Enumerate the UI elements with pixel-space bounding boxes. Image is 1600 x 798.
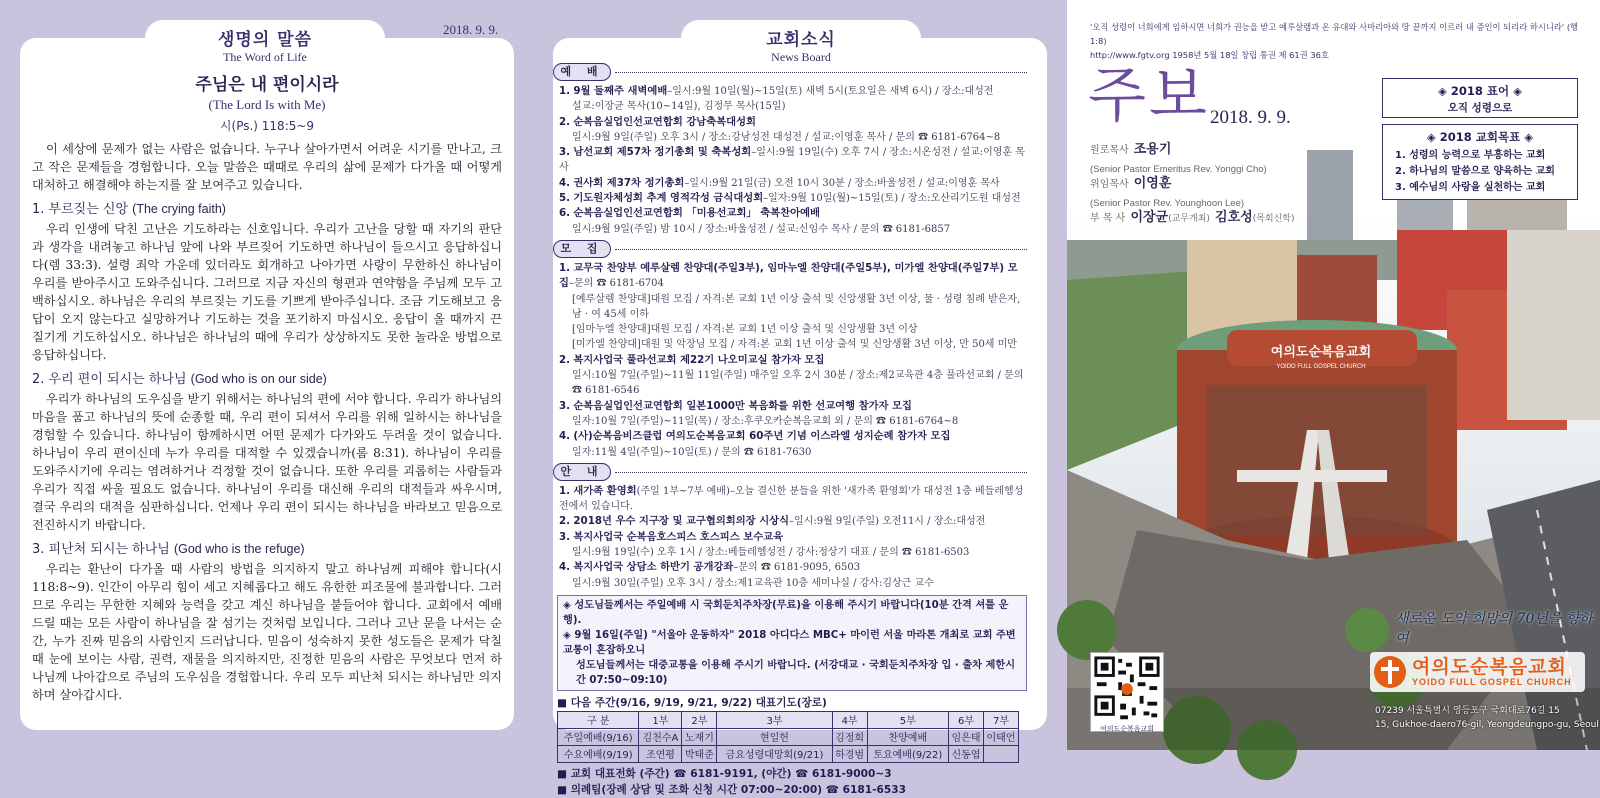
item-heading: 권사회 제37차 정기총회: [573, 176, 685, 189]
item-heading: 교무국 찬양부 예루살렘 찬양대(주일3부), 임마누엘 찬양대(주일5부), 미가엘 찬양대(주일7부) 모집: [559, 261, 1018, 290]
section-heading-en: (The crying faith): [132, 202, 226, 216]
assoc-role: 부 목 사: [1090, 213, 1126, 224]
item-number: 3.: [559, 146, 571, 159]
building-sign: 여의도순복음교회: [1270, 345, 1372, 360]
prayer-cell: 김천수A: [639, 728, 682, 745]
item-heading: 기도원자체성회 추계 영적각성 금식대성회: [573, 192, 764, 205]
section-pill: 예 배: [553, 63, 611, 81]
word-tab-subtitle: The Word of Life: [223, 50, 307, 64]
prayer-header-cell: 구 분: [558, 711, 639, 728]
prayer-header-cell: 6부: [949, 711, 984, 728]
prayer-header-cell: 2부: [682, 711, 717, 728]
news-item: [559, 191, 1027, 206]
anniversary-slogan: 새로운 도약 희망의 70년을 향하여: [1395, 611, 1593, 647]
item-detail: –일시:9월 19일(수) 오후 7시 / 장소:시온성전 / 설교:이영훈 목사: [559, 147, 1025, 174]
section-heading-en: (God who is on our side): [190, 372, 327, 386]
news-sections: [553, 63, 1027, 591]
pastor-name: 조용기: [1133, 142, 1172, 157]
sermon-body: [32, 140, 502, 704]
sermon-section-body: 우리가 하나님의 도우심을 받기 위해서는 하나님의 편에 서야 합니다. 우리가 하나님의 마음을 품고 하나님의 뜻에 순종할 때, 우리 편이 되셔서 우리를 위해 일하시는 하나님을 경험할 수 있습니다. 하나님이 함께하시면 어떤 문제가 다가와도 두려울 것이 없습니다. 하나님이 우리 편이신데 누가 우리를 대적할 수 있겠습니까(롬 8:31). 하나님이 우리를 도와주시기에 우리는 염려하거나 걱정할 것이 없습니다. 또한 우리를 괴롭히는 사람들과 우리가 직접 싸울 필요도 없습니다. 하나님이 우리를 대신해 우리의 대적들과 싸우시며, 결국 우리의 대적을 심판하십니다. 언제나 우리 편이 되시는 하나님을 바라보고 믿음으로 전진하시기 바랍니다.: [32, 392, 502, 532]
prayer-cell: [983, 745, 1018, 762]
news-board-tab: [681, 20, 921, 64]
item-number: 3.: [559, 399, 571, 412]
news-item-sub: 일시:10월 7일(주일)~11월 11일(주일) 매주일 오후 2시 30분 / 장소:제2교육관 4층 풀라선교회 / 문의 ☎ 6181-6546: [572, 370, 1024, 397]
item-heading: 순복음실업인선교연합회 일본1000만 복음화를 위한 선교여행 참가자 모집: [573, 399, 912, 412]
verse-text: '오직 성령이 너희에게 임하시면 너희가 권능을 받고 예루살렘과 온 유대와 사마리아와 땅 끝까지 이르러 내 증인이 되리라 하시니라' (행 1:8): [1090, 22, 1579, 46]
prayer-header-cell: 7부: [983, 711, 1018, 728]
item-detail: –일시:9월 9일(주일) 오전11시 / 장소:대성전: [789, 516, 986, 528]
news-content: [553, 60, 1027, 798]
qr-caption: 여의도순복음교회: [1099, 725, 1155, 733]
notice-line: 성도님들께서는 대중교통을 이용해 주시기 바랍니다. (서강대교 · 국회둔치주차장 입 · 출차 제한시간 07:50~09:10): [576, 659, 1016, 686]
notice-line: ◈ 성도님들께서는 주일예배 시 국회둔치주차장(무료)을 이용해 주시기 바랍니다(10분 간격 셔틀 운행).: [563, 599, 1009, 626]
address-ko: 07239 서울특별시 영등포구 국회대로76길 15: [1375, 706, 1560, 716]
goal-item: 2. 하나님의 말씀으로 양육하는 교회: [1395, 166, 1555, 177]
item-number: 1.: [559, 261, 571, 274]
goals-heading: ◈ 2018 교회목표 ◈: [1426, 130, 1534, 144]
word-tab-title: 생명의 말씀: [217, 30, 313, 50]
prayer-cell: 토요예배(9/22): [867, 745, 948, 762]
news-section-header: [553, 463, 1027, 481]
news-item-sub: 일자:10월 7일(주일)~11일(목) / 장소:후쿠오카순복음교회 외 / 문의 ☎ 6181-6764~8: [572, 415, 959, 427]
news-item-sub: [임마누엘 찬양대]대원 모집 / 자격:본 교회 1년 이상 출석 및 신앙생활 3년 이상: [572, 324, 918, 336]
item-detail: –일시:9월 10일(월)~15일(토) 새벽 5시(토요일은 새벽 6시) / 장소:대성전: [667, 86, 994, 97]
news-item-sub: 일시:9월 19일(수) 오후 1시 / 장소:베들레헴성전 / 강사:정상기 대표 / 문의 ☎ 6181-6503: [572, 547, 970, 559]
section-rule: [615, 472, 1027, 473]
news-item: [559, 514, 1027, 529]
pastor-emeritus: [1090, 138, 1267, 176]
news-item: [559, 399, 1027, 414]
item-detail: –일자:9월 10일(월)~15일(토) / 장소:오산리기도원 대성전: [763, 193, 1021, 205]
item-heading: 순복음실업인선교연합회 「미용선교회」 축복찬아예배: [573, 207, 820, 220]
item-number: 4.: [559, 430, 571, 443]
news-item-sub: [예루살렘 찬양대]대원 모집 / 자격:본 교회 1년 이상 출석 및 신앙생활 3년 이상, 물 · 성령 침례 받은자, 남 · 여 45세 이하: [572, 293, 1021, 320]
item-number: 2.: [559, 353, 571, 366]
news-item: [559, 176, 1027, 191]
cover-verse: [1090, 20, 1590, 62]
prayer-cell: 노재기: [682, 728, 717, 745]
news-list: [559, 261, 1027, 460]
item-number: 6.: [559, 207, 571, 220]
item-heading: 남선교회 제57차 정기총회 및 축복성회: [573, 146, 752, 159]
qr-code-icon[interactable]: [1090, 652, 1164, 732]
news-item: [559, 484, 1027, 515]
news-item-sub: [미가엘 찬양대]대원 및 악장님 모집 / 자격:본 교회 1년 이상 출석 및 신앙생활 3년 이상, 만 50세 미만: [572, 339, 1017, 351]
news-item: [559, 560, 1027, 575]
prayer-cell: 김정희: [832, 728, 867, 745]
news-list: [559, 84, 1027, 237]
news-item-sub: 일자:11월 4일(주일)~10일(토) / 문의 ☎ 6181-7630: [572, 446, 812, 458]
news-item: [559, 429, 1027, 444]
prayer-table: [557, 711, 1019, 763]
item-number: 4.: [559, 561, 571, 574]
item-number: 2.: [559, 515, 571, 528]
address-en: 15, Gukhoe-daero76-gil, Yeongdeungpo-gu, Seoul: [1375, 720, 1599, 730]
item-heading: (사)순복음비즈클럽 여의도순복음교회 60주년 기념 이스라엘 성지순례 참가자 모집: [573, 430, 951, 443]
church-goals-box: [1382, 124, 1578, 200]
news-tab-subtitle: News Board: [771, 50, 831, 64]
prayer-cell: 주일예배(9/16): [558, 728, 639, 745]
bulletin-date: 2018. 9. 9.: [1210, 107, 1291, 128]
prayer-cell: 수요예배(9/19): [558, 745, 639, 762]
pastor-name-en: (Senior Pastor Rev. Younghoon Lee): [1090, 198, 1245, 209]
news-list: [559, 484, 1027, 591]
item-number: 1.: [559, 85, 571, 97]
item-detail: (주일 1부~7부 예배)–오늘 결신한 분들을 위한 '새가족 환영회'가 대성전 1층 베들레헴성전에서 있습니다.: [559, 485, 1024, 513]
prayer-header-cell: 5부: [867, 711, 948, 728]
news-item: [559, 206, 1027, 221]
assoc-affiliation: (목회신학): [1252, 214, 1295, 224]
motto-heading: ◈ 2018 표어 ◈: [1438, 84, 1522, 98]
item-heading: 2018년 우수 지구장 및 교구협의회의장 시상식: [573, 515, 790, 528]
pastor-role: 원로목사: [1090, 145, 1129, 156]
prayer-heading: ■ 다음 주간(9/16, 9/19, 9/21, 9/22) 대표기도(장로): [557, 696, 827, 709]
pastor-name-en: (Senior Pastor Emeritus Rev. Yonggi Cho): [1090, 164, 1267, 175]
bulletin-title: 주보: [1088, 61, 1210, 131]
sermon-section-heading: [32, 370, 502, 389]
church-address: [1375, 704, 1599, 732]
item-detail: –일시:9월 21일(금) 오전 10시 30분 / 장소:바울성전 / 설교:이영훈 목사: [684, 177, 1000, 189]
news-section-header: [553, 240, 1027, 258]
associate-pastors: [1090, 206, 1295, 225]
news-item: [559, 261, 1027, 292]
motto-box: [1382, 78, 1578, 118]
news-item-sub: 일시:9월 9일(주일) 오후 3시 / 장소:강남성전 대성전 / 설교:이영훈 목사 / 문의 ☎ 6181-6764~8: [572, 131, 1001, 143]
sermon-intro: 이 세상에 문제가 없는 사람은 없습니다. 누구나 살아가면서 어려운 시기를 만나고, 크고 작은 문제들을 경험합니다. 오늘 말씀은 때때로 우리의 삶에 문제가 다가올 때 어떻게 대처하고 해결해야 하는지를 잘 보여주고 있습니다.: [32, 142, 502, 192]
church-name-english: YOIDO FULL GOSPEL CHURCH: [1412, 677, 1572, 687]
section-heading-ko: 2. 우리 편이 되시는 하나님: [32, 372, 187, 387]
news-item-sub: 일시:9월 9일(주일) 밤 10시 / 장소:바울성전 / 설교:신임수 목사 / 문의 ☎ 6181-6857: [572, 223, 951, 235]
sermon-section-body: 우리는 환난이 다가올 때 사람의 방법을 의지하지 말고 하나님께 피해야 합니다(시 118:8~9). 인간이 아무리 힘이 세고 지혜롭다고 해도 유한한 피조물에 불과합니다. 그러므로 우리는 무한한 지혜와 능력을 갖고 계신 하나님을 붙들어야 합니다. 교회에서 예배드릴 때는 모든 사람이 하나님을 잘 섬기는 것처럼 보입니다. 그러나 고난 문을 나서는 순간, 누가 진짜 믿음의 사람인지 드러납니다. 믿음이 성숙하지 못한 성도들은 문제가 닥칠 때 눈에 보이는 사람, 권력, 재물을 의지하지만, 진정한 믿음의 사람은 무엇보다 먼저 하나님께 나아갑으로 주님의 도우심을 경험합니다. 우리 모두 피난처 되시는 하나님만 의지하며 살아갑시다.: [32, 562, 502, 702]
section-rule: [615, 249, 1027, 250]
notice-line: ◈ 9월 16일(주일) "서울아 운동하자" 2018 아디다스 MBC+ 마이런 서울 마라톤 개최로 교회 주변 교통이 혼잡하오니: [563, 629, 1016, 656]
prayer-header-cell: 4부: [832, 711, 867, 728]
section-heading-en: (God who is the refuge): [173, 542, 305, 556]
building-sign-en: YOIDO FULL GOSPEL CHURCH: [1276, 364, 1366, 370]
prayer-cell: 찬양예배: [867, 728, 948, 745]
notice-box: [557, 595, 1027, 691]
item-heading: 복지사업국 순복음호스피스 호스피스 보수교육: [573, 530, 784, 543]
item-heading: 새가족 환영회: [573, 484, 637, 497]
news-item: [559, 353, 1027, 368]
section-heading-ko: 3. 피난처 되시는 하나님: [32, 542, 170, 557]
item-number: 1.: [559, 484, 571, 497]
news-item: [559, 115, 1027, 130]
sermon-title-english: (The Lord Is with Me): [208, 97, 326, 112]
church-name: 여의도순복음교회: [1412, 656, 1567, 678]
prayer-cell: 하경범: [832, 745, 867, 762]
funeral-contact: ■ 의례팀(장례 상담 및 조화 신청 시간 07:00~20:00) ☎ 6181-6533: [557, 783, 907, 796]
sermon-section-body: 우리 인생에 닥친 고난은 기도하라는 신호입니다. 우리가 고난을 당할 때 자기의 판단과 생각을 내려놓고 하나님 앞에 나와 부르짖어 기도하면 하나님이 들으시고 응답하십니다(렘 33:3). 설령 죄악 가운데 있더라도 회개하고 나아가면 사랑이 무한하신 하나님이 우리를 받아주시고 도와주십니다. 그러므로 지금 자신의 형편과 연약함을 주님께 모두 고백하십시오. 하나님은 우리의 부르짖는 기도를 기쁘게 받아주십니다. 조금 기도해보고 응답이 오지 않는다고 실망하거나 기도하는 것을 포기하지 마십시오. 응답이 올 때까지 끈질기게 기도하십시오. 하나님은 하나님의 때에 우리가 상상하지도 못한 놀라운 방법으로 응답하십니다.: [32, 222, 502, 362]
news-section-header: [553, 63, 1027, 81]
word-of-life-tab: [145, 20, 385, 64]
prayer-cell: 신동엽: [949, 745, 984, 762]
prayer-header-cell: 3부: [717, 711, 832, 728]
item-detail: –문의 ☎ 6181-9095, 6503: [733, 562, 861, 574]
sermon-section-heading: [32, 200, 502, 219]
goal-item: 1. 성령의 능력으로 부흥하는 교회: [1395, 150, 1546, 161]
item-number: 2.: [559, 115, 571, 128]
item-number: 3.: [559, 530, 571, 543]
item-heading: 복지사업국 상담소 하반기 공개강좌: [573, 561, 734, 574]
section-pill: 모 집: [553, 240, 611, 258]
pastor-role: 위임목사: [1090, 179, 1129, 190]
word-date: 2018. 9. 9.: [443, 22, 499, 37]
news-item-sub: 일시:9월 30일(주일) 오후 3시 / 장소:제1교육관 10층 세미나실 / 강사:김상근 교수: [572, 577, 934, 589]
prayer-cell: 조연평: [639, 745, 682, 762]
site-info: http://www.fgtv.org 1958년 5월 18일 창립 통권 제 61권 36호: [1090, 50, 1329, 60]
section-rule: [615, 72, 1027, 73]
section-heading-ko: 1. 부르짖는 신앙: [32, 202, 129, 217]
prayer-cell: 금요성령대망회(9/21): [717, 745, 832, 762]
item-heading: 9월 둘째주 새벽예배: [573, 85, 668, 97]
prayer-cell: 임은태: [949, 728, 984, 745]
item-number: 5.: [559, 192, 571, 205]
prayer-header-cell: 1부: [639, 711, 682, 728]
assoc-name: 이장균: [1130, 210, 1169, 225]
news-item: [559, 530, 1027, 545]
prayer-cell: 이태언: [983, 728, 1018, 745]
assoc-name: 김호성: [1215, 210, 1253, 225]
sermon-section-heading: [32, 540, 502, 559]
prayer-row: [558, 728, 1019, 745]
prayer-table-header: [558, 711, 1019, 728]
item-heading: 순복음실업인선교연합회 강남축복대성회: [573, 115, 756, 128]
prayer-table-body: [558, 728, 1019, 762]
section-pill: 안 내: [553, 463, 611, 481]
news-item: [559, 145, 1027, 176]
sermon-title: 주님은 내 편이시라: [195, 75, 339, 95]
pastor-name: 이영훈: [1133, 176, 1172, 191]
motto-text: 오직 성령으로: [1447, 102, 1513, 114]
item-heading: 복지사업국 풀라선교회 제22기 나오미교실 참가자 모집: [573, 353, 825, 366]
news-item: [559, 84, 1027, 99]
church-phone: ■ 교회 대표전화 (주간) ☎ 6181-9191, (야간) ☎ 6181-9000~3: [557, 767, 892, 780]
prayer-cell: 박태준: [682, 745, 717, 762]
item-number: 4.: [559, 176, 571, 189]
prayer-row: [558, 745, 1019, 762]
sermon-reference: 시(Ps.) 118:5~9: [219, 119, 315, 133]
news-item-sub: 설교:이장균 목사(10~14일), 김정무 목사(15일): [572, 101, 786, 113]
senior-pastor: [1090, 172, 1244, 210]
prayer-cell: 현일헌: [717, 728, 832, 745]
item-detail: –문의 ☎ 6181-6704: [568, 278, 664, 290]
assoc-affiliation: (교무개최): [1168, 214, 1210, 224]
goal-item: 3. 예수님의 사랑을 실천하는 교회: [1395, 182, 1546, 193]
goals-list: [1395, 148, 1577, 196]
news-tab-title: 교회소식: [766, 30, 836, 50]
